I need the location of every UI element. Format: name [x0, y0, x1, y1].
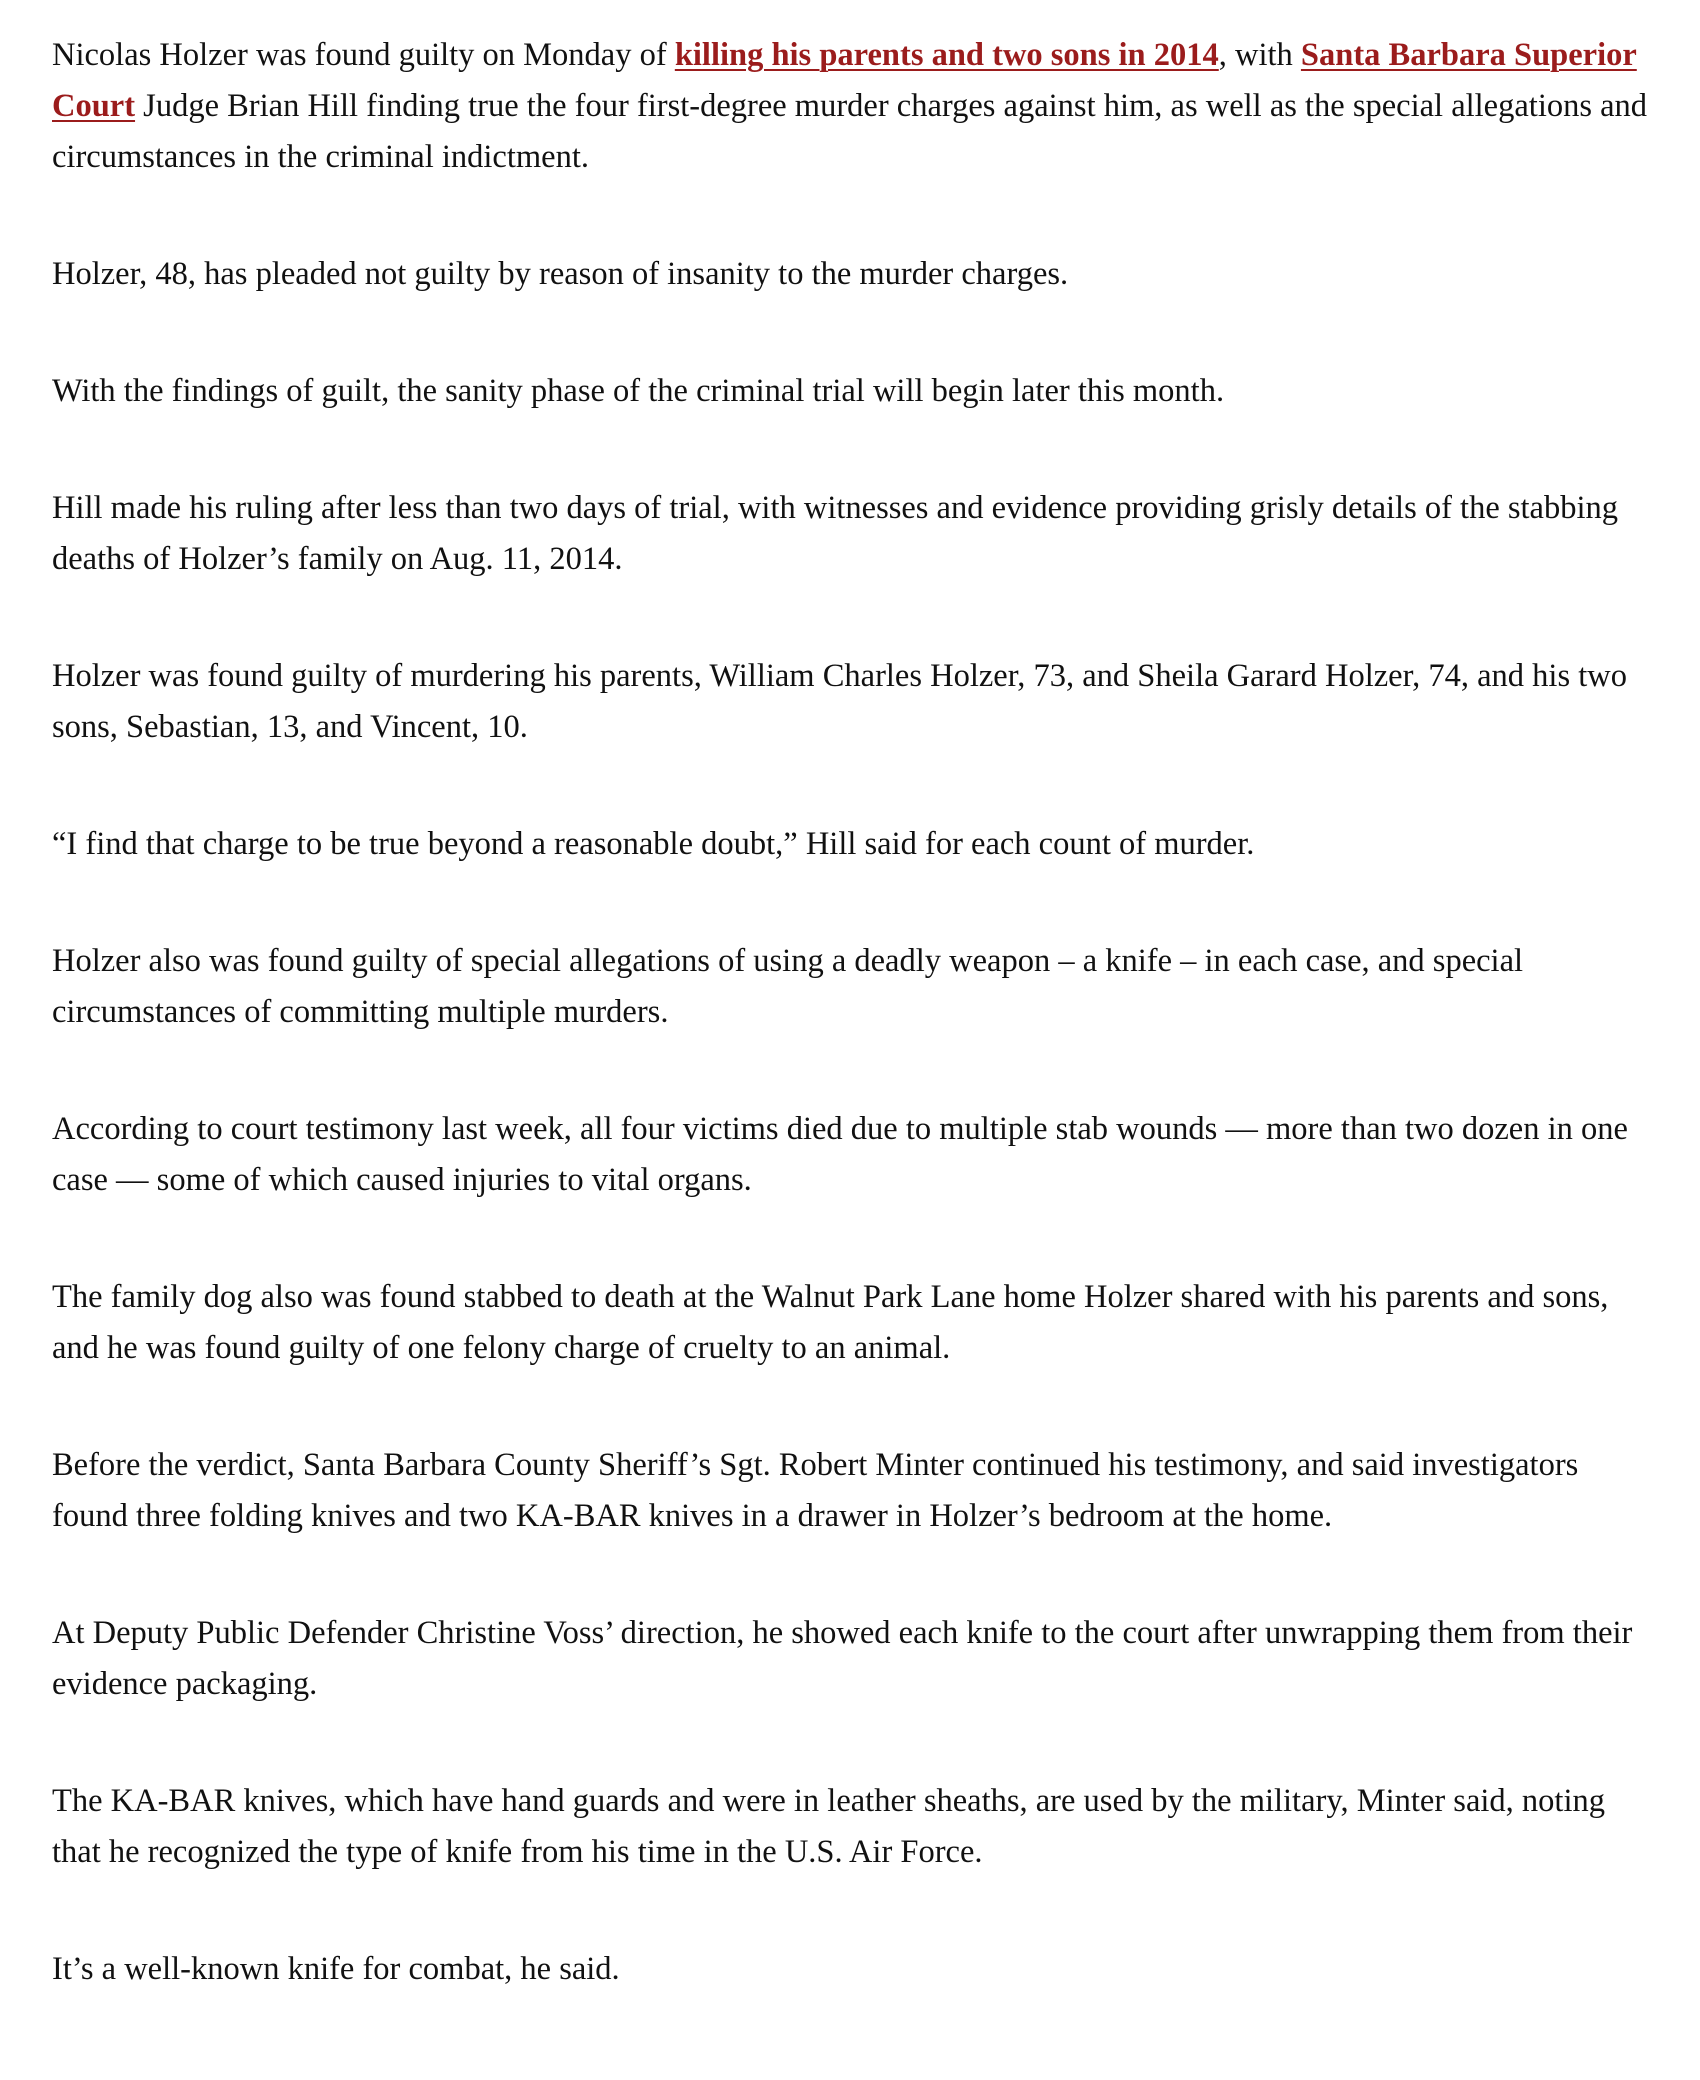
- paragraph-1-text-a: Nicolas Holzer was found guilty on Monday of: [52, 37, 675, 73]
- paragraph-12: The KA-BAR knives, which have hand guards and were in leather sheaths, are used by the military, Minter said, noting that he recognized the type of knife from his time in the U.S. Air Force.: [52, 1783, 1605, 1870]
- paragraph-8: According to court testimony last week, all four victims died due to multiple stab wounds — more than two dozen in one case — some of which caused injuries to vital organs.: [52, 1111, 1628, 1198]
- paragraph-4: Hill made his ruling after less than two days of trial, with witnesses and evidence providing grisly details of the stabbing deaths of Holzer’s family on Aug. 11, 2014.: [52, 490, 1618, 577]
- paragraph-2: Holzer, 48, has pleaded not guilty by reason of insanity to the murder charges.: [52, 256, 1069, 292]
- paragraph-9: The family dog also was found stabbed to death at the Walnut Park Lane home Holzer shared with his parents and sons, and he was found guilty of one felony charge of cruelty to an animal.: [52, 1279, 1609, 1366]
- paragraph-11: At Deputy Public Defender Christine Voss’ direction, he showed each knife to the court after unwrapping them from their evidence packaging.: [52, 1615, 1633, 1702]
- link-santa-barbara-superior-court[interactable]: Santa Barbara Superior Court: [52, 37, 1637, 124]
- paragraph-3: With the findings of guilt, the sanity phase of the criminal trial will begin later this month.: [52, 373, 1225, 409]
- paragraph-1-text-b: , with: [1218, 37, 1301, 73]
- paragraph-6: “I find that charge to be true beyond a reasonable doubt,” Hill said for each count of murder.: [52, 826, 1255, 862]
- paragraph-7: Holzer also was found guilty of special allegations of using a deadly weapon – a knife – in each case, and special circumstances of committing multiple murders.: [52, 943, 1524, 1030]
- paragraph-1: [52, 30, 1652, 183]
- paragraph-5: Holzer was found guilty of murdering his parents, William Charles Holzer, 73, and Sheila Garard Holzer, 74, and his two sons, Sebastian, 13, and Vincent, 10.: [52, 658, 1627, 745]
- paragraph-10: Before the verdict, Santa Barbara County Sheriff’s Sgt. Robert Minter continued his testimony, and said investigators found three folding knives and two KA-BAR knives in a drawer in Holzer’s bedroom at the home.: [52, 1447, 1579, 1534]
- paragraph-1-text-c: Judge Brian Hill finding true the four first-degree murder charges against him, as well as the special allegations and circumstances in the criminal indictment.: [52, 88, 1648, 175]
- article-body: [52, 30, 1652, 2061]
- paragraph-13: It’s a well-known knife for combat, he said.: [52, 1951, 620, 1987]
- link-killing-parents-sons[interactable]: killing his parents and two sons in 2014: [674, 37, 1219, 73]
